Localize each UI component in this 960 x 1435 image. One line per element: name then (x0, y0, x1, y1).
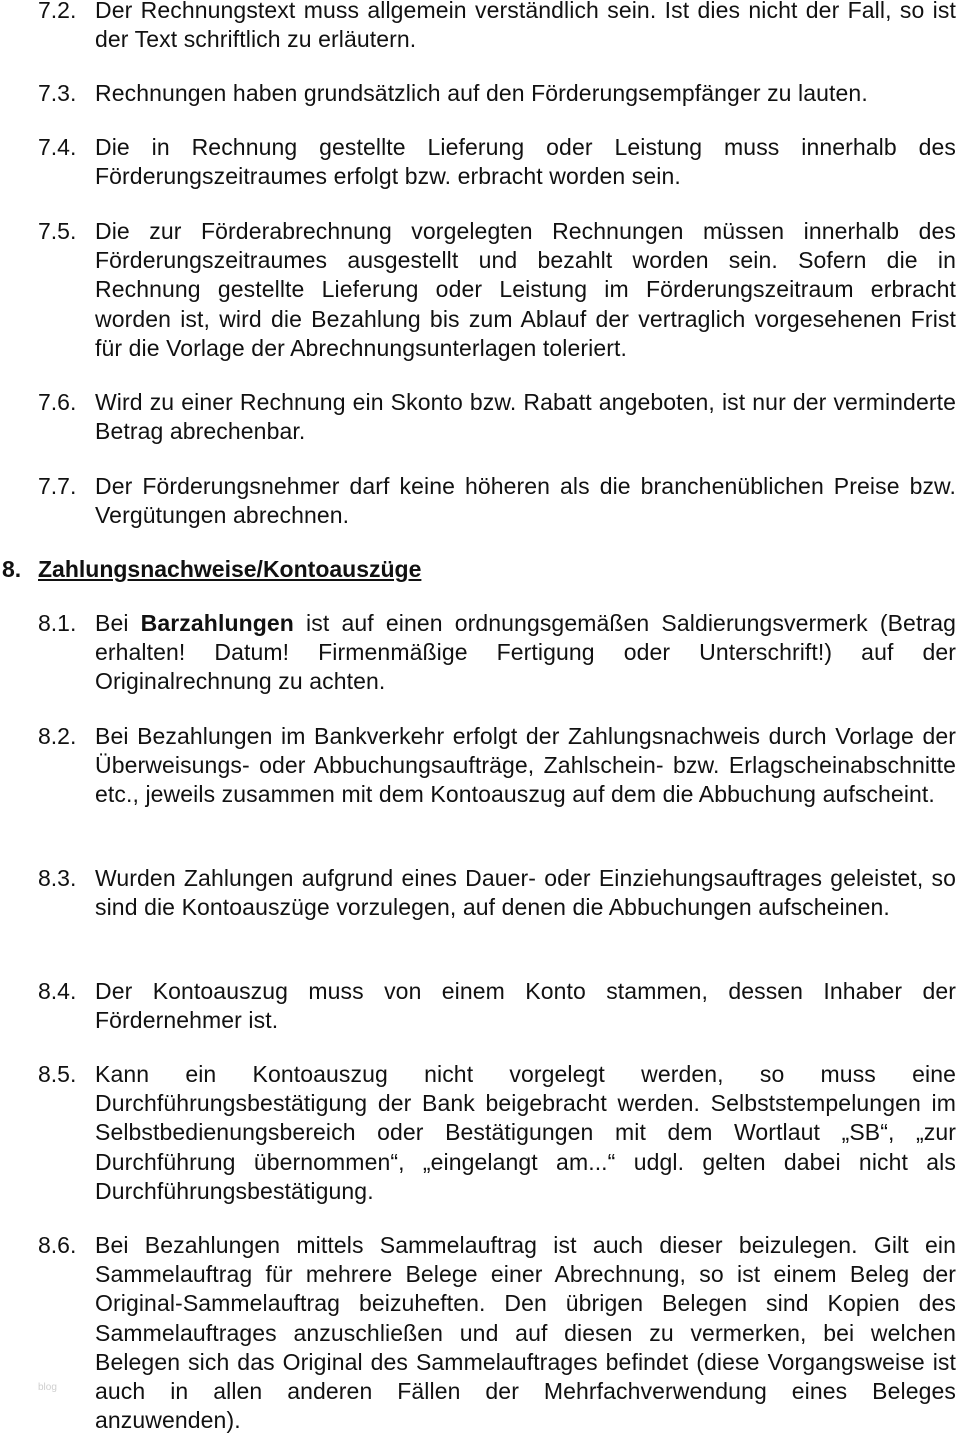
section-number: 8. (2, 556, 22, 582)
clause-text: Rechnungen haben grundsätzlich auf den Förderungsempfänger zu lauten. (95, 80, 868, 106)
clause-text: Der Kontoauszug muss von einem Konto stammen, dessen Inhaber der Fördernehmer ist. (95, 978, 956, 1034)
clause-text-pre: Bei (95, 610, 141, 636)
clause-text: Die in Rechnung gestellte Lieferung oder Leistung muss innerhalb des Förderungszeitraumes erfolgt bzw. erbracht worden sein. (95, 134, 956, 190)
clause-number: 7.6. (38, 389, 77, 415)
clause-number: 7.5. (38, 218, 77, 244)
clause-text: Der Förderungsnehmer darf keine höheren als die branchenüblichen Preise bzw. Vergütungen abrechnen. (95, 473, 956, 529)
clause-text: Die zur Förderabrechnung vorgelegten Rechnungen müssen innerhalb des Förderungszeitraumes ausgestellt und bezahlt worden sein. Sofern die in Rechnung gestellte Lieferung oder Leistung im Förderungszeitraum erbracht worden ist, wird die Bezahlung bis zum Ablauf der vertraglich vorgesehenen Frist für die Vorlage der Abrechnungsunterlagen toleriert. (95, 218, 956, 361)
clause-number: 7.7. (38, 473, 77, 499)
clause-text (95, 609, 956, 697)
clause-number: 7.4. (38, 134, 77, 160)
clause-number: 8.4. (38, 978, 77, 1004)
clause-number: 8.6. (38, 1232, 77, 1258)
section-title: Zahlungsnachweise/Kontoauszüge (38, 556, 422, 582)
clause-number: 8.2. (38, 723, 77, 749)
clause-text-bold: Barzahlungen (140, 610, 294, 636)
clause-number: 8.1. (38, 610, 77, 636)
clause-number: 8.3. (38, 865, 77, 891)
clause-text-post: ist auf einen ordnungsgemäßen Saldierungsvermerk (Betrag erhalten! Datum! Firmenmäßige Fertigung oder Unterschrift!) auf der Originalrechnung zu achten. (95, 610, 956, 695)
clause-text: Kann ein Kontoauszug nicht vorgelegt werden, so muss eine Durchführungsbestätigung der Bank beigebracht werden. Selbststempelungen im Selbstbedienungsbereich oder Bestätigungen mit dem Wortlaut „SB“, „zur Durchführung übernommen“, „eingelangt am...“ udgl. gelten dabei nicht als Durchführungsbestätigung. (95, 1061, 956, 1204)
clause-text: Der Rechnungstext muss allgemein verständlich sein. Ist dies nicht der Fall, so ist der Text schriftlich zu erläutern. (95, 0, 956, 53)
clause-text: Wurden Zahlungen aufgrund eines Dauer- oder Einziehungsauftrages geleistet, so sind die Kontoauszüge vorzulegen, auf denen die Abbuchungen aufscheinen. (95, 865, 956, 921)
watermark: blog (38, 1382, 57, 1393)
clause-number: 8.5. (38, 1061, 77, 1087)
clause-text: Bei Bezahlungen mittels Sammelauftrag ist auch dieser beizulegen. Gilt ein Sammelauftrag für mehrere Belege einer Abrechnung, so ist einem Beleg der Original-Sammelauftrag beizuheften. Den übrigen Belegen sind Kopien des Sammelauftrages anzuschließen und auf diesen zu vermerken, bei welchen Belegen sich das Original des Sammelauftrages befindet (diese Vorgangsweise ist auch in allen anderen Fällen der Mehrfachverwendung eines Beleges anzuwenden). (95, 1232, 956, 1434)
clause-text: Bei Bezahlungen im Bankverkehr erfolgt der Zahlungsnachweis durch Vorlage der Überweisungs- oder Abbuchungsaufträge, Zahlschein- bzw. Erlagscheinabschnitte etc., jeweils zusammen mit dem Kontoauszug auf dem die Abbuchung aufscheint. (95, 723, 956, 808)
clause-text: Wird zu einer Rechnung ein Skonto bzw. Rabatt angeboten, ist nur der verminderte Betrag abrechenbar. (95, 389, 956, 445)
clause-number: 7.3. (38, 80, 77, 106)
clause-number: 7.2. (38, 0, 77, 23)
